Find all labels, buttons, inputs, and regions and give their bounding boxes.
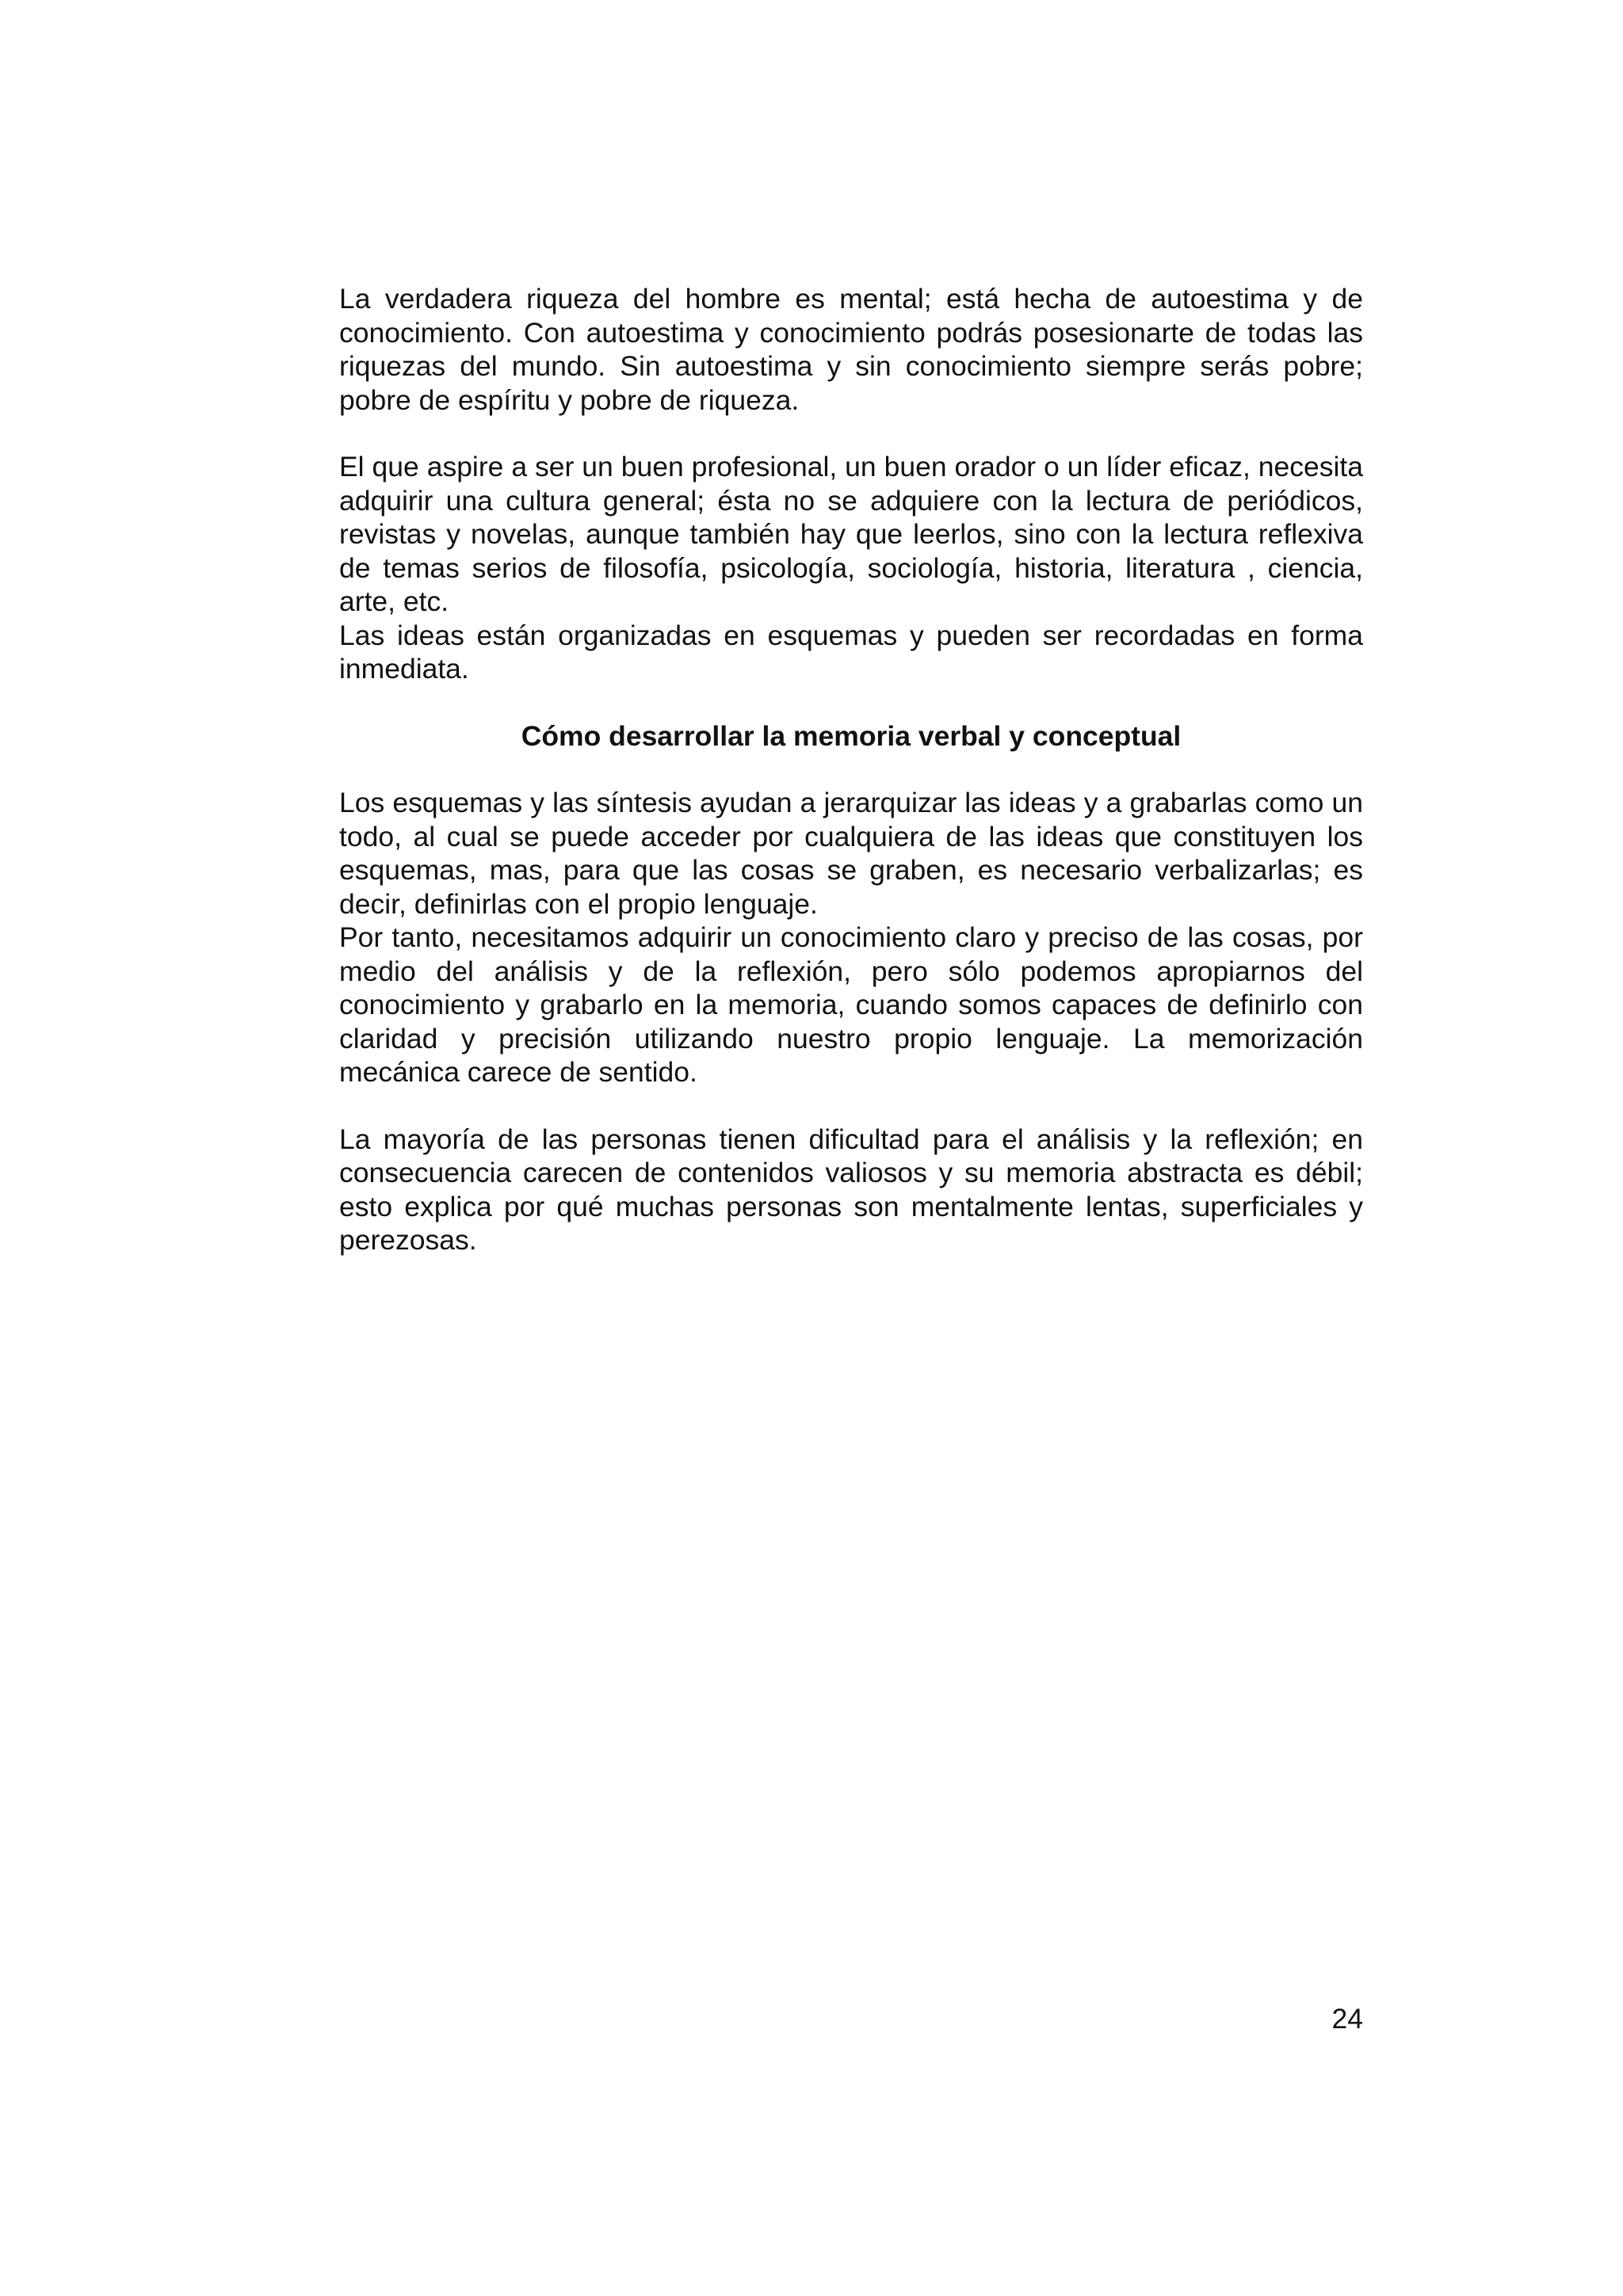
page-number: 24 <box>1331 2003 1363 2035</box>
page-body <box>339 282 1363 1257</box>
paragraph-spacer <box>339 686 1363 719</box>
paragraph-spacer <box>339 417 1363 450</box>
section-heading: Cómo desarrollar la memoria verbal y conceptual <box>521 719 1182 752</box>
paragraph-cultura-general: El que aspire a ser un buen profesional, un buen orador o un líder eficaz, necesita adquirir una cultura general; ésta no se adquiere con la lectura de periódicos, revistas y novelas, aunque también hay que leerlos, sino con la lectura reflexiva de temas serios de filosofía, psicología, sociología, historia, literatura , ciencia, arte, etc. <box>339 451 1363 617</box>
paragraph-spacer <box>339 1089 1363 1123</box>
paragraph-ideas-esquemas: Las ideas están organizadas en esquemas y pueden ser recordadas en forma inmediata. <box>339 619 1363 685</box>
paragraph-spacer <box>339 753 1363 786</box>
paragraph-riqueza-mental: La verdadera riqueza del hombre es mental; está hecha de autoestima y de conocimiento. Con autoestima y conocimiento podrás posesionarte de todas las riquezas del mundo. Sin autoestima y sin conocimiento siempre serás pobre; pobre de espíritu y pobre de riqueza. <box>339 283 1363 416</box>
paragraph-conocimiento-claro: Por tanto, necesitamos adquirir un conocimiento claro y preciso de las cosas, por medio del análisis y de la reflexión, pero sólo podemos apropiarnos del conocimiento y grabarlo en la memoria, cuando somos capaces de definirlo con claridad y precisión utilizando nuestro propio lenguaje. La memorización mecánica carece de sentido. <box>339 921 1363 1088</box>
paragraph-mayoria-personas: La mayoría de las personas tienen dificultad para el análisis y la reflexión; en consecuencia carecen de contenidos valiosos y su memoria abstracta es débil; esto explica por qué muchas personas son mentalmente lentas, superficiales y perezosas. <box>339 1123 1363 1256</box>
paragraph-esquemas-sintesis: Los esquemas y las síntesis ayudan a jerarquizar las ideas y a grabarlas como un todo, al cual se puede acceder por cualquiera de las ideas que constituyen los esquemas, mas, para que las cosas se graben, es necesario verbalizarlas; es decir, definirlas con el propio lenguaje. <box>339 787 1363 920</box>
